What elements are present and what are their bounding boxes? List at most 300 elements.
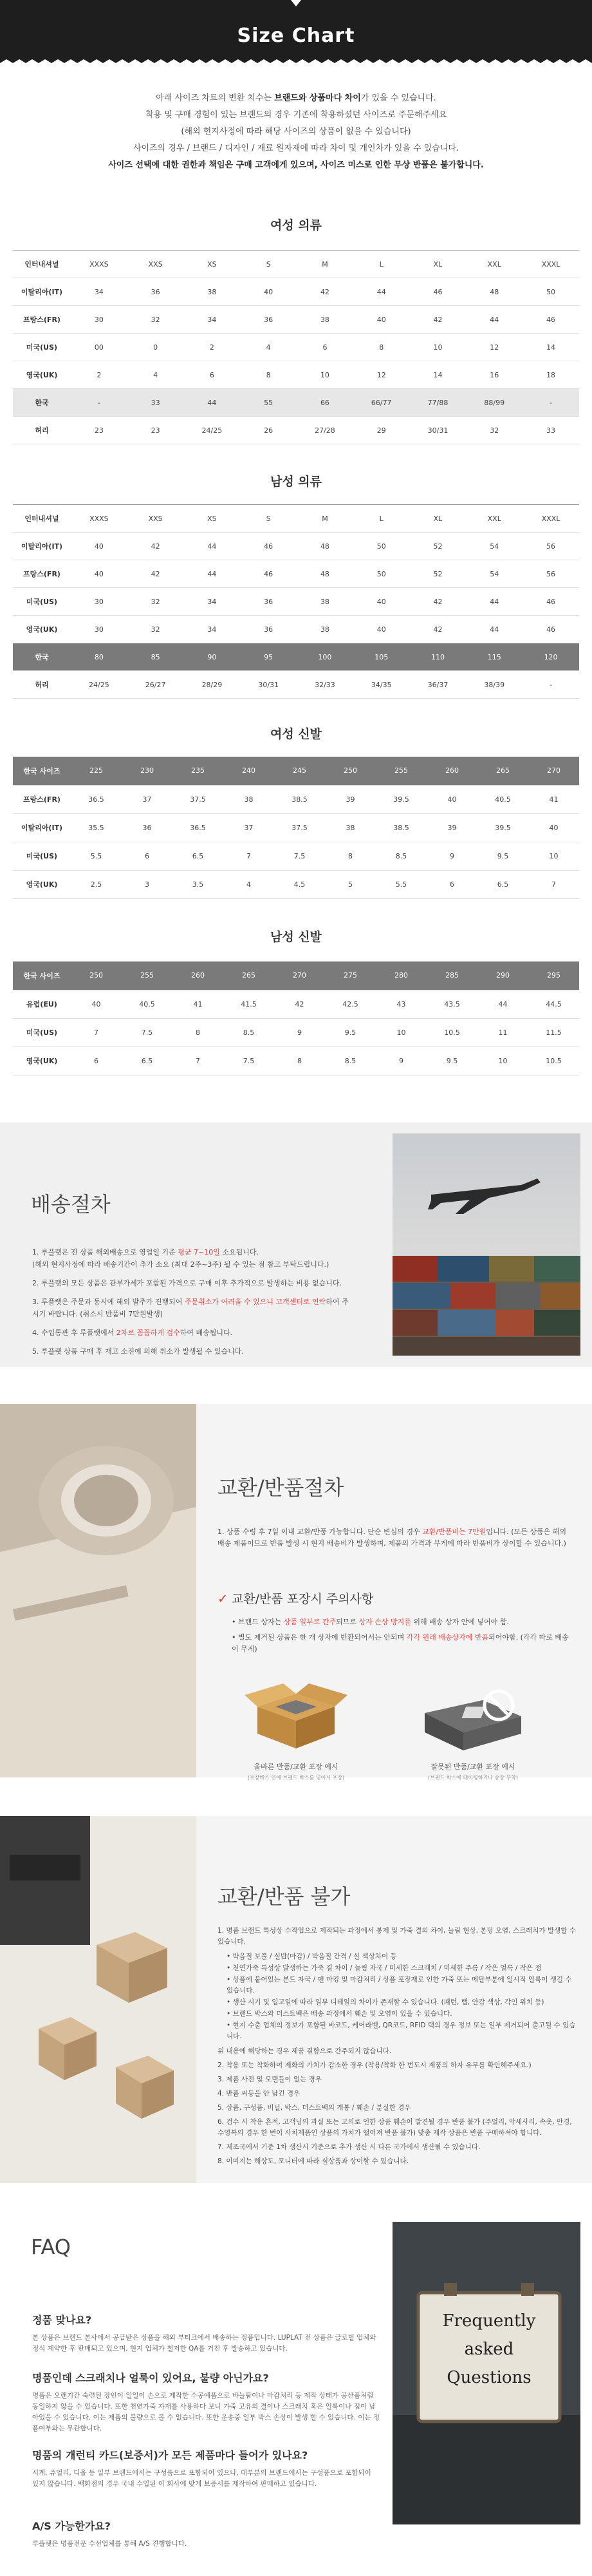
table-row-label: 미국(US) (13, 842, 71, 870)
table-header-cell: 260 (427, 757, 477, 785)
table-cell: 38.5 (376, 813, 427, 842)
table-cell: 30/31 (240, 671, 297, 699)
no-return-item: 5. 상품, 구성품, 비닐, 박스, 더스트백의 개봉 / 훼손 / 분실한 경우 (217, 2104, 411, 2112)
faq-sign-line-1: Frequently (442, 2311, 536, 2331)
table-cell: 14 (523, 334, 579, 361)
table-cell: 40 (71, 533, 127, 560)
intro-warning: 사이즈 선택에 대한 권한과 책임은 구매 고객에게 있으며, 사이즈 미스로 인한 무상 반품은 불가합니다. (108, 160, 484, 170)
table-cell: 40 (528, 813, 579, 842)
men-clothing-title: 남성 의류 (270, 475, 322, 489)
table-header-cell: 230 (122, 757, 172, 785)
packing-notice-list (232, 1616, 573, 1659)
table-cell: - (71, 389, 127, 417)
table-cell: 41.5 (223, 990, 274, 1018)
no-return-item-1: 1. 명품 브랜드 특성상 수작업으로 제작되는 과정에서 봉제 및 가죽 결의 차이, 늘림 현상, 본딩 오염, 스크래치가 발생할 수 있습니다. • 박음질 보풀 / 실밥(마감) / 박음질 간격 / 실 색상차이 등 • 천연가죽 특성상 발생하는 가죽 결 차이 / 늘림 자국 / 미세한 스크래치 / 미세한 주름 / 작은 얼룩 / 작은 점 • 상품에 붙어있는 본드 자국 / 펜 마킹 및 마감처리 / 상품 포장재로 인한 가죽 또는 메탈부분에 일시적 얼룩이 생길 수 있습니다. • 생산 시기 및 입고일에 따라 일부 디테일의 차이가 존재할 수 있습니다. (패턴, 탭, 안감 색상, 각인 위치 등) • 브랜드 박스와 더스트백은 배송 과정에서 훼손 및 오염이 있을 수 있습니다. • 현지 수출 업체의 정보가 포함된 바코드, 케어라벨, QR코드, RFID 택의 경우 정보 또는 일부 제거되어 출고될 수 있습니다. 위 내용에 해당하는 경우 제품 결함으로 간주되지 않습니다. (217, 1926, 578, 2057)
table-cell: 39.5 (477, 813, 528, 842)
table-header-cell: 265 (477, 757, 528, 785)
table-cell: 4 (223, 870, 274, 898)
table-cell: 46 (240, 533, 297, 560)
table-cell: 50 (353, 560, 410, 588)
table-cell: 48 (466, 278, 523, 306)
table-header-cell: M (297, 251, 353, 278)
table-cell: 42 (274, 990, 325, 1018)
table-header-cell: S (240, 251, 297, 278)
table-header-cell: 260 (172, 961, 223, 990)
shipping-item: 3. 루플랫은 주문과 동시에 해외 발주가 진행되어 주문취소가 어려울 수 있으니 고객센터로 연락하여 주시기 바랍니다. (취소시 반품비 7만원발생) (32, 1298, 349, 1318)
table-row-label: 한국 (13, 643, 71, 671)
no-return-sub-list (217, 1951, 578, 2042)
table-cell: 23 (127, 417, 184, 444)
table-row-label: 프랑스(FR) (13, 785, 71, 813)
table-row-label: 영국(UK) (13, 1046, 71, 1075)
table-cell: 9 (427, 842, 477, 870)
women-clothing-table (13, 250, 579, 444)
faq-answer: 명품은 오랜기간 숙련된 장인이 일일이 손으로 제작한 수공예품으로 바늘땀이나 마감처리 등 제작 상태가 공산품처럼 동일하지 않을 수 있습니다. 또한 천연가죽 자재를 사용하다 보니 가죽 고유의 결이나 스크래치 혹은 얼룩이나 점이 남아있을 수 있습니다. 이는 제품의 불량으로 볼 수 없습니다. 또한 운송중 일부 박스 손상이 발생 할 수 있습니다. 이는 정품여부와는 무관합니다. (32, 2392, 380, 2432)
checkmark-icon: ✓ (217, 1592, 228, 1606)
table-cell: 36 (127, 278, 184, 306)
table-cell: 11.5 (528, 1018, 579, 1046)
table-cell: 39 (427, 813, 477, 842)
table-cell: 40 (240, 278, 297, 306)
exchange-list (217, 1526, 573, 1549)
table-header-cell: XXL (466, 505, 523, 533)
table-cell: 6.5 (172, 842, 223, 870)
table-row (13, 813, 579, 842)
faq-question: 정품 맞나요? (32, 2314, 92, 2326)
table-cell: 40 (427, 785, 477, 813)
table-header-cell: XXL (466, 251, 523, 278)
no-return-item: 6. 검수 시 착용 흔적, 고객님의 과실 또는 고의로 인한 상품 훼손이 발견될 경우 반품 불가 (주얼리, 악세사리, 속옷, 안경, 수영복의 경우 한 번이 사치제품인 상품의 가치가 떨어져 반품 불가) 맞춤 제작 상품은 반품 구매하셔야 합니다. (217, 2118, 572, 2137)
table-header-cell: M (297, 505, 353, 533)
table-row (13, 417, 579, 444)
no-return-item: 2. 착용 또는 착화하여 제화의 가치가 감소한 경우 (착용/착화 한 번도시 제품의 하자 유무를 확인해주세요.) (217, 2061, 532, 2069)
table-cell: 2 (71, 361, 127, 389)
no-return-sub-item: • 상품에 붙어있는 본드 자국 / 펜 마킹 및 마감처리 / 상품 포장재로 인한 가죽 또는 메탈부분에 일시적 얼룩이 생길 수 있습니다. (227, 1976, 572, 1994)
tape-roll-icon (39, 1446, 174, 1555)
table-row (13, 361, 579, 389)
table-cell: 7.5 (274, 842, 325, 870)
no-return-item: 3. 제품 사진 및 모델들이 없는 경우 (217, 2076, 322, 2083)
table-header-cell: XXXS (71, 505, 127, 533)
table-cell: 37.5 (172, 785, 223, 813)
table-cell: 7 (223, 842, 274, 870)
table-cell: 88/99 (466, 389, 523, 417)
no-return-list (217, 1926, 578, 2170)
table-cell: 2.5 (71, 870, 122, 898)
correct-packing-caption: 올바른 반품/교환 포장 예시 (포장박스 안에 브랜드 박스를 넣어서 포장) (247, 1763, 345, 1781)
table-cell: 8.5 (223, 1018, 274, 1046)
table-cell: 32 (466, 417, 523, 444)
table-cell: 50 (353, 533, 410, 560)
exchange-item-1: 1. 상품 수령 후 7일 이내 교환/반품 가능합니다. 단순 변심의 경우 교환/반품비는 7만원입니다. (모든 상품은 해외 배송 제품이므로 반품 발생 시 현지 배송비가 발생하며, 제품의 가격과 무게에 따라 반품비가 상이할 수 있습니다.) (217, 1528, 566, 1548)
table-cell: 33 (127, 389, 184, 417)
table-row (13, 334, 579, 361)
men-shoes-table (13, 961, 579, 1075)
table-cell: 77/88 (410, 389, 467, 417)
table-cell: 3.5 (172, 870, 223, 898)
table-row-label: 영국(UK) (13, 616, 71, 643)
table-cell: 56 (523, 533, 579, 560)
table-cell: 38 (297, 588, 353, 616)
table-cell: 12 (353, 361, 410, 389)
shipping-item: 5. 루플랫 상품 구매 후 재고 소진에 의해 취소가 발생될 수 있습니다. (32, 1347, 244, 1356)
table-cell: 5.5 (376, 870, 427, 898)
table-cell: 52 (410, 560, 467, 588)
table-cell: 54 (466, 560, 523, 588)
shipping-item: 1. 루플랫은 전 상품 해외배송으로 영업일 기준 평균 7~10일 소요됩니다. (32, 1248, 259, 1256)
table-row-label: 프랑스(FR) (13, 306, 71, 334)
table-cell: 40 (353, 616, 410, 643)
table-header-cell: 240 (223, 757, 274, 785)
table-cell: 38.5 (274, 785, 325, 813)
table-cell: 105 (353, 643, 410, 671)
table-cell: 10 (297, 361, 353, 389)
packing-tape-image (0, 1404, 196, 1777)
table-cell: 36/37 (410, 671, 467, 699)
table-cell: 4.5 (274, 870, 325, 898)
table-cell: 8.5 (325, 1046, 376, 1075)
table-cell: 38 (325, 813, 376, 842)
table-row-label: 영국(UK) (13, 361, 71, 389)
men-shoes-title: 남성 신발 (270, 930, 322, 944)
table-cell: 27/28 (297, 417, 353, 444)
faq-answer: 본 상품은 브랜드 본사에서 공급받은 상품을 해외 부티크에서 배송하는 정품입니다. LUPLAT 전 상품은 글로벌 업체와 정식 계약한 후 판매되고 있으며, 현지 업체가 철저한 QA를 거친 후 발송하고 있습니다. (32, 2334, 376, 2353)
table-header-cell: 290 (477, 961, 528, 990)
table-row (13, 1046, 579, 1075)
table-cell: 4 (240, 334, 297, 361)
no-return-item: 4. 반품 씨등을 안 남긴 경우 (217, 2090, 301, 2098)
table-cell: 26 (240, 417, 297, 444)
shipping-item: 4. 수입통관 후 루플랫에서 2차로 꼼꼼하게 검수하여 배송됩니다. (32, 1329, 233, 1337)
table-cell: 46 (523, 306, 579, 334)
table-cell: 38 (223, 785, 274, 813)
table-cell: 6.5 (477, 870, 528, 898)
page-title: Size Chart (237, 24, 355, 47)
table-cell: 7.5 (122, 1018, 172, 1046)
table-cell: - (523, 671, 579, 699)
zigzag-divider-icon (0, 59, 592, 67)
table-cell: 24/25 (184, 417, 241, 444)
faq-sign-text (418, 2307, 560, 2392)
table-cell: 36 (240, 306, 297, 334)
table-cell: 42 (410, 306, 467, 334)
table-cell: 40.5 (477, 785, 528, 813)
table-cell: 46 (240, 560, 297, 588)
table-cell: 30/31 (410, 417, 467, 444)
table-row (13, 306, 579, 334)
table-cell: 36 (122, 813, 172, 842)
table-row-label: 이탈리아(IT) (13, 533, 71, 560)
table-cell: 10 (376, 1018, 427, 1046)
wrong-packing-icon (418, 1687, 528, 1752)
faq-question: A/S 가능한가요? (32, 2520, 111, 2532)
wrong-packing-caption: 잘못된 반품/교환 포장 예시 (브랜드 박스에 테이핑하거나 송장 부착) (427, 1763, 519, 1781)
table-corner-cell: 한국 사이즈 (13, 757, 71, 785)
table-cell: 7 (528, 870, 579, 898)
table-cell: 16 (466, 361, 523, 389)
table-cell: 8 (325, 842, 376, 870)
table-header-cell: XL (410, 505, 467, 533)
table-cell: 10 (528, 842, 579, 870)
table-header-cell: 235 (172, 757, 223, 785)
table-row (13, 842, 579, 870)
table-cell: 44 (466, 306, 523, 334)
table-cell: 38 (297, 306, 353, 334)
table-cell: 44 (184, 560, 241, 588)
table-cell: 6 (427, 870, 477, 898)
table-cell: 14 (410, 361, 467, 389)
table-cell: 38 (184, 278, 241, 306)
table-row (13, 785, 579, 813)
table-cell: 18 (523, 361, 579, 389)
table-cell: 55 (240, 389, 297, 417)
table-row (13, 643, 579, 671)
table-row-label: 한국 (13, 389, 71, 417)
table-header-cell: XS (184, 251, 241, 278)
table-cell: 37 (122, 785, 172, 813)
table-cell: 30 (71, 306, 127, 334)
women-shoes-title: 여성 신발 (270, 727, 322, 741)
table-cell: 10.5 (427, 1018, 477, 1046)
table-cell: 41 (528, 785, 579, 813)
table-row (13, 533, 579, 560)
table-header-cell: XXXS (71, 251, 127, 278)
table-header-cell: 250 (71, 961, 122, 990)
table-cell: 2 (184, 334, 241, 361)
table-row-label: 미국(US) (13, 1018, 71, 1046)
no-return-sub-item: • 현지 수출 업체의 정보가 포함된 바코드, 케어라벨, QR코드, RFID 택의 경우 정보 또는 일부 제거되어 출고될 수 있습니다. (227, 2022, 576, 2040)
table-cell: - (523, 389, 579, 417)
table-header-cell: 255 (122, 961, 172, 990)
table-cell: 43 (376, 990, 427, 1018)
table-header-cell: S (240, 505, 297, 533)
faq-sign-line-2: asked (464, 2340, 514, 2359)
table-cell: 8.5 (376, 842, 427, 870)
table-cell: 36 (240, 616, 297, 643)
packing-notice-title: ✓ 교환/반품 포장시 주의사항 (217, 1592, 374, 1606)
table-cell: 40.5 (122, 990, 172, 1018)
table-cell: 44 (353, 278, 410, 306)
table-row (13, 560, 579, 588)
table-cell: 32 (127, 306, 184, 334)
men-clothing-table (13, 504, 579, 699)
table-row (13, 588, 579, 616)
intro-line-4: 사이즈의 경우 / 브랜드 / 디자인 / 재료 원자재에 따라 차이 및 개인차가 있을 수 있습니다. (133, 144, 459, 153)
table-cell: 44 (477, 990, 528, 1018)
table-cell: 7.5 (223, 1046, 274, 1075)
no-return-sub-item: • 생산 시기 및 입고일에 따라 일부 디테일의 차이가 존재할 수 있습니다. (패턴, 탭, 안감 색상, 각인 위치 등) (227, 1998, 544, 2006)
table-cell: 46 (410, 278, 467, 306)
table-header-cell: XXS (127, 505, 184, 533)
intro-line-2: 착용 및 구매 경험이 있는 브랜드의 경우 기존에 착용하셨던 사이즈로 주문해주세요 (145, 110, 447, 120)
no-return-sub-item: • 브랜드 박스와 더스트백은 배송 과정에서 훼손 및 오염이 있을 수 있습니다. (227, 2010, 452, 2018)
table-cell: 10 (410, 334, 467, 361)
table-header-row (13, 961, 579, 990)
table-cell: 11 (477, 1018, 528, 1046)
exchange-title: 교환/반품절차 (217, 1475, 344, 1500)
packing-notice-item: • 별도 제거된 상품은 한 개 상자에 반환되어서는 안되며 각각 원래 배송상자에 반품되어야함. (각각 따로 배송이 무게) (232, 1633, 569, 1653)
header-notch-icon (291, 0, 301, 6)
table-cell: 40 (353, 588, 410, 616)
table-header-cell: 295 (528, 961, 579, 990)
table-header-cell: XL (410, 251, 467, 278)
table-cell: 28/29 (184, 671, 241, 699)
table-cell: 34 (184, 306, 241, 334)
table-cell: 42 (127, 533, 184, 560)
shipping-item: 2. 루플랫의 모든 상품은 관부가세가 포함된 가격으로 구매 이후 추가적으로 발생하는 비용 없습니다. (32, 1279, 342, 1287)
table-cell: 110 (410, 643, 467, 671)
table-row-label: 미국(US) (13, 588, 71, 616)
table-cell: 46 (523, 616, 579, 643)
faq-sign-line-3: Questions (447, 2368, 532, 2387)
table-cell: 3 (122, 870, 172, 898)
table-cell: 46 (523, 588, 579, 616)
table-cell: 40 (71, 990, 122, 1018)
table-cell: 9.5 (427, 1046, 477, 1075)
table-cell: 48 (297, 533, 353, 560)
table-cell: 41 (172, 990, 223, 1018)
table-cell: 44 (466, 588, 523, 616)
table-cell: 32 (127, 616, 184, 643)
table-cell: 85 (127, 643, 184, 671)
table-cell: 6 (297, 334, 353, 361)
table-header-cell: XS (184, 505, 241, 533)
table-cell: 42 (410, 616, 467, 643)
table-cell: 38/39 (466, 671, 523, 699)
table-cell: 44 (184, 389, 241, 417)
table-cell: 44 (184, 533, 241, 560)
table-header-cell: 250 (325, 757, 376, 785)
table-cell: 9.5 (325, 1018, 376, 1046)
faq-answer: 루플랫은 명품전문 수선업체를 통해 A/S 진행합니다. (32, 2540, 187, 2548)
table-cell: 6 (71, 1046, 122, 1075)
table-header-row (13, 757, 579, 785)
table-cell: 40 (71, 560, 127, 588)
table-cell: 12 (466, 334, 523, 361)
table-header-cell: 270 (274, 961, 325, 990)
table-header-cell: 285 (427, 961, 477, 990)
table-header-cell: L (353, 505, 410, 533)
table-cell: 32 (127, 588, 184, 616)
packing-notice-item: • 브랜드 상자는 상품 일부로 간주되므로 상자 손상 방지를 위해 배송 상자 안에 넣어야 함. (232, 1618, 509, 1626)
table-cell: 34 (184, 616, 241, 643)
table-row (13, 1018, 579, 1046)
table-cell: 00 (71, 334, 127, 361)
table-cell: 40 (353, 306, 410, 334)
table-cell: 38 (297, 616, 353, 643)
table-cell: 23 (71, 417, 127, 444)
table-cell: 26/27 (127, 671, 184, 699)
no-return-item: 8. 이미지는 해상도, 모니터에 따라 실상품과 상이할 수 있습니다. (217, 2157, 409, 2165)
table-cell: 37.5 (274, 813, 325, 842)
table-row (13, 990, 579, 1018)
table-cell: 115 (466, 643, 523, 671)
table-header-cell: 255 (376, 757, 427, 785)
table-cell: 34 (71, 278, 127, 306)
table-cell: 8 (274, 1046, 325, 1075)
table-cell: 6.5 (122, 1046, 172, 1075)
table-cell: 42 (127, 560, 184, 588)
table-row (13, 616, 579, 643)
table-cell: 8 (172, 1018, 223, 1046)
table-cell: 100 (297, 643, 353, 671)
table-header-cell: 225 (71, 757, 122, 785)
table-cell: 30 (71, 588, 127, 616)
table-cell: 8 (240, 361, 297, 389)
table-cell: 42 (410, 588, 467, 616)
table-row-label: 허리 (13, 417, 71, 444)
intro-line-3: (해외 현지사정에 따라 해당 사이즈의 상품이 없을 수 있습니다) (181, 127, 411, 137)
table-row-label: 미국(US) (13, 334, 71, 361)
table-header-cell: 270 (528, 757, 579, 785)
table-cell: 36 (240, 588, 297, 616)
table-row (13, 870, 579, 898)
table-cell: 39.5 (376, 785, 427, 813)
table-cell: 120 (523, 643, 579, 671)
table-cell: 95 (240, 643, 297, 671)
table-header-cell: 265 (223, 961, 274, 990)
table-row (13, 671, 579, 699)
table-row-label: 유럽(EU) (13, 990, 71, 1018)
shipping-title: 배송절차 (31, 1192, 111, 1217)
table-row-label: 이탈리아(IT) (13, 813, 71, 842)
table-cell: 9 (376, 1046, 427, 1075)
intro-line-1: 아래 사이즈 차트의 변환 치수는 브랜드와 상품마다 차이가 있을 수 있습니다. (156, 93, 436, 103)
table-corner-cell: 한국 사이즈 (13, 961, 71, 990)
table-cell: 24/25 (71, 671, 127, 699)
intro-text (0, 90, 592, 174)
women-clothing-title: 여성 의류 (270, 218, 322, 232)
table-row-label: 허리 (13, 671, 71, 699)
table-cell: 44.5 (528, 990, 579, 1018)
table-cell: 34 (184, 588, 241, 616)
table-cell: 80 (71, 643, 127, 671)
table-cell: 9.5 (477, 842, 528, 870)
table-cell: 35.5 (71, 813, 122, 842)
no-return-item: 7. 제조국에서 기준 1차 생산시 기준으로 추가 생산 시 다른 국가에서 생산될 수 있습니다. (217, 2143, 481, 2151)
table-header-cell: 275 (325, 961, 376, 990)
table-header-row (13, 251, 579, 278)
table-corner-cell: 인터내셔널 (13, 251, 71, 278)
table-row (13, 389, 579, 417)
table-cell: 42.5 (325, 990, 376, 1018)
table-cell: 7 (172, 1046, 223, 1075)
table-cell: 44 (466, 616, 523, 643)
table-cell: 48 (297, 560, 353, 588)
shipping-list (32, 1246, 354, 1364)
table-row-label: 프랑스(FR) (13, 560, 71, 588)
table-cell: 30 (71, 616, 127, 643)
no-return-note: 위 내용에 해당하는 경우 제품 결함으로 간주되지 않습니다. (217, 2047, 392, 2055)
table-cell: 0 (127, 334, 184, 361)
table-header-cell: XXS (127, 251, 184, 278)
table-cell: 6 (184, 361, 241, 389)
table-cell: 90 (184, 643, 241, 671)
table-cell: 37 (223, 813, 274, 842)
table-cell: 36.5 (71, 785, 122, 813)
table-cell: 56 (523, 560, 579, 588)
table-cell: 5 (325, 870, 376, 898)
table-cell: 54 (466, 533, 523, 560)
table-header-cell: 245 (274, 757, 325, 785)
women-shoes-table (13, 757, 579, 899)
table-cell: 34/35 (353, 671, 410, 699)
correct-packing-icon (245, 1681, 347, 1752)
table-row (13, 278, 579, 306)
table-cell: 5.5 (71, 842, 122, 870)
shipping-item: (해외 현지사정에 따라 배송기간이 추가 소요 (최대 2주~3주) 될 수 있는 점 참고 부탁드립니다.) (32, 1260, 329, 1269)
no-return-sub-item: • 박음질 보풀 / 실밥(마감) / 박음질 간격 / 실 색상차이 등 (227, 1953, 397, 1960)
